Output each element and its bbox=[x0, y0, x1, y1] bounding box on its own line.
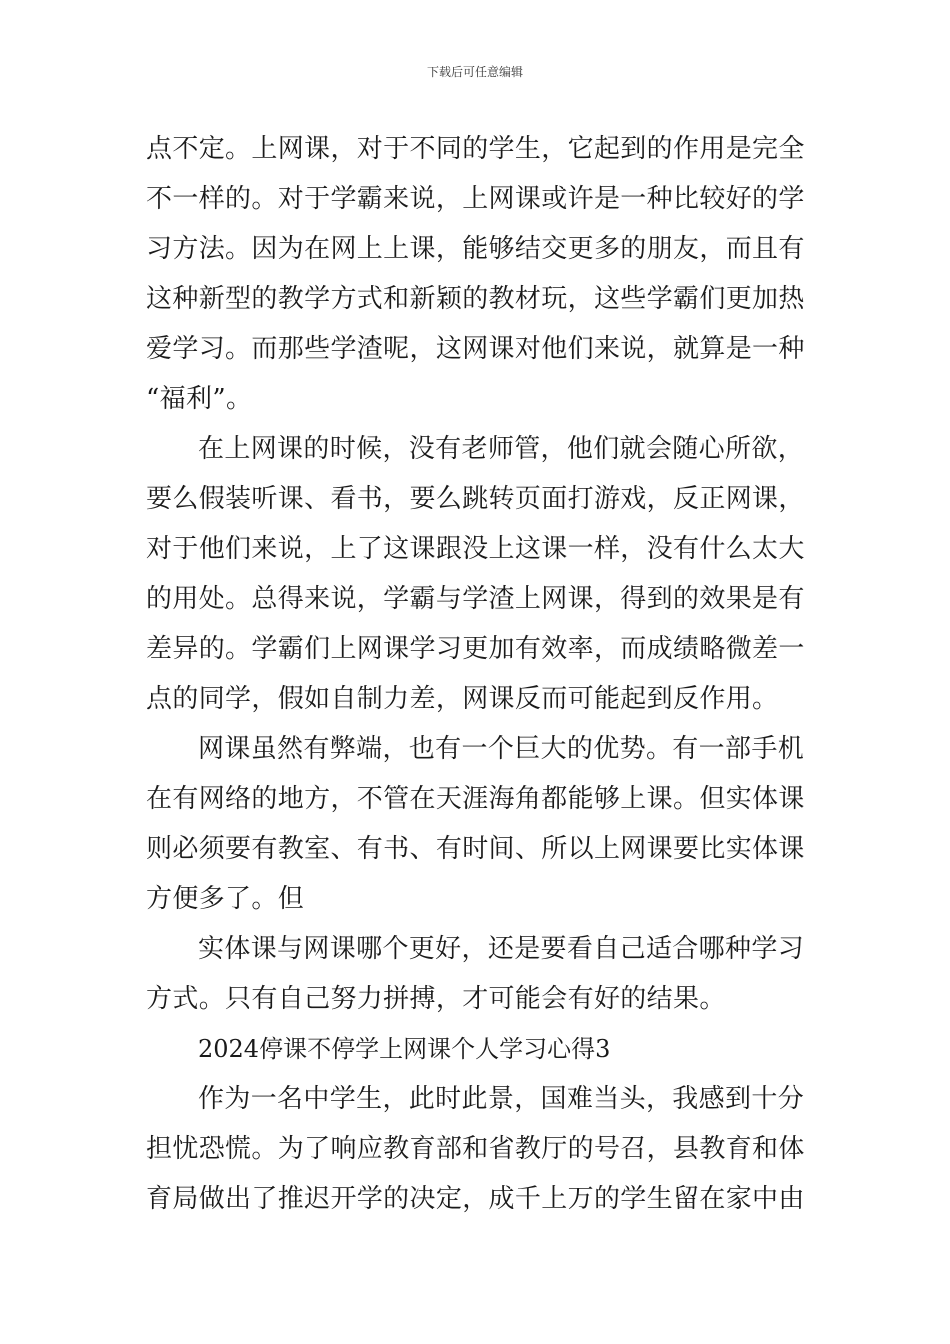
text-line: 差异的。学霸们上网课学习更加有效率，而成绩略微差一 bbox=[146, 634, 805, 664]
text-line: 的用处。总得来说，学霸与学渣上网课，得到的效果是有 bbox=[146, 584, 805, 614]
text-line: 方便多了。但 bbox=[146, 884, 305, 914]
page-header: 下载后可任意编辑 bbox=[426, 65, 523, 79]
paragraph-start-line: 作为一名中学生，此时此景，国难当头，我感到十分 bbox=[198, 1084, 805, 1114]
text-line: 要么假装听课、看书，要么跳转页面打游戏，反正网课， bbox=[146, 484, 805, 514]
text-line: 则必须要有教室、有书、有时间、所以上网课要比实体课 bbox=[146, 834, 805, 864]
text-line: 这种新型的教学方式和新颖的教材玩，这些学霸们更加热 bbox=[146, 284, 805, 314]
text-line: 担忧恐慌。为了响应教育部和省教厅的号召，县教育和体 bbox=[146, 1134, 805, 1164]
text-line: 点不定。上网课，对于不同的学生，它起到的作用是完全 bbox=[146, 134, 805, 164]
text-line: “福利”。 bbox=[146, 384, 253, 414]
text-line: 育局做出了推迟开学的决定，成千上万的学生留在家中由 bbox=[146, 1184, 805, 1214]
text-line: 方式。只有自己努力拼搏，才可能会有好的结果。 bbox=[146, 984, 726, 1014]
text-line: 在有网络的地方，不管在天涯海角都能够上课。但实体课 bbox=[146, 784, 805, 814]
text-line: 不一样的。对于学霸来说，上网课或许是一种比较好的学 bbox=[146, 184, 805, 214]
section-heading: 2024停课不停学上网课个人学习心得3 bbox=[198, 1035, 611, 1063]
text-line: 对于他们来说，上了这课跟没上这课一样，没有什么太大 bbox=[146, 534, 805, 564]
document-body bbox=[146, 124, 816, 1224]
paragraph-start-line: 实体课与网课哪个更好，还是要看自己适合哪种学习 bbox=[198, 934, 805, 964]
paragraph-start-line: 网课虽然有弊端，也有一个巨大的优势。有一部手机 bbox=[198, 734, 805, 764]
text-line: 点的同学，假如自制力差，网课反而可能起到反作用。 bbox=[146, 684, 779, 714]
text-line: 习方法。因为在网上上课，能够结交更多的朋友，而且有 bbox=[146, 234, 805, 264]
text-line: 爱学习。而那些学渣呢，这网课对他们来说，就算是一种 bbox=[146, 334, 805, 364]
paragraph-start-line: 在上网课的时候，没有老师管，他们就会随心所欲， bbox=[198, 434, 805, 464]
